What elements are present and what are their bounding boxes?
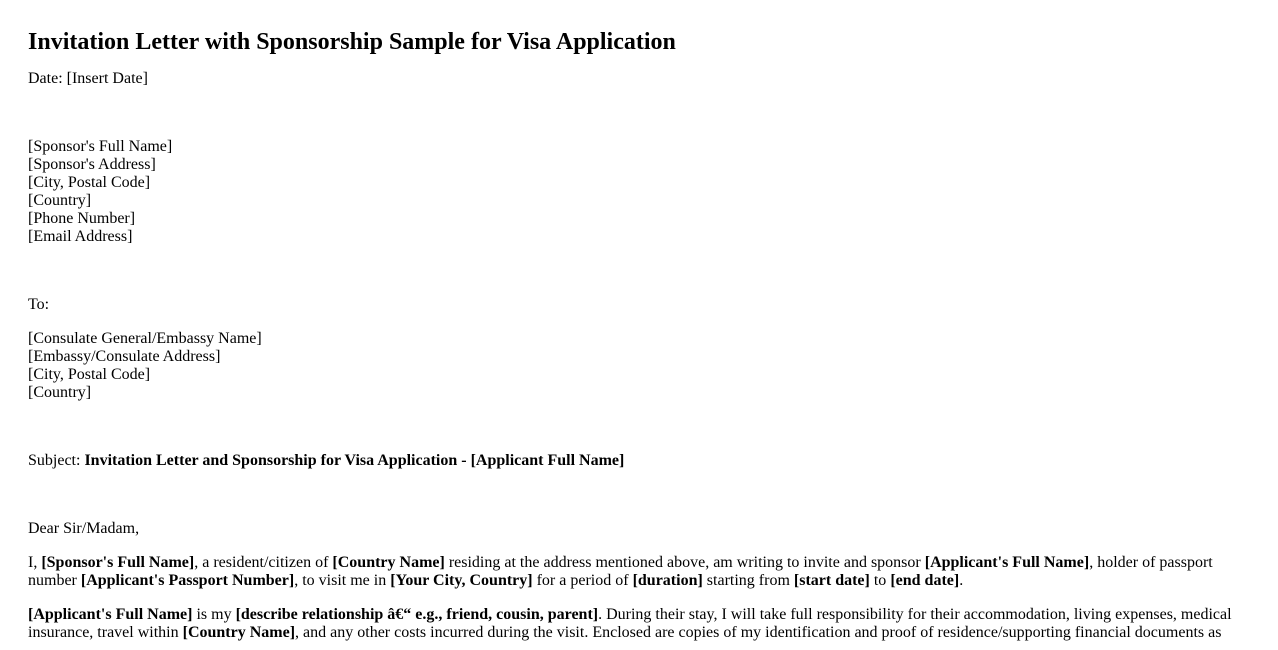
recipient-country: [Country] xyxy=(28,384,92,401)
to-label: To: xyxy=(28,296,50,313)
sender-address-block xyxy=(28,138,1250,246)
sender-phone: [Phone Number] xyxy=(28,210,136,227)
sender-address: [Sponsor's Address] xyxy=(28,156,156,173)
subject-label: Subject: xyxy=(28,452,85,469)
text-run: to xyxy=(869,572,891,589)
placeholder-sponsor-name: [Sponsor's Full Name] xyxy=(41,554,195,571)
sender-email: [Email Address] xyxy=(28,228,133,245)
placeholder-country-name: [Country Name] xyxy=(332,554,445,571)
recipient-embassy-name: [Consulate General/Embassy Name] xyxy=(28,330,262,347)
text-run: starting from xyxy=(702,572,794,589)
page-title: Invitation Letter with Sponsorship Sample for Visa Application xyxy=(28,29,676,55)
placeholder-applicant-name: [Applicant's Full Name] xyxy=(924,554,1090,571)
recipient-embassy-address: [Embassy/Consulate Address] xyxy=(28,348,221,365)
subject-line xyxy=(28,452,1250,470)
subject-text: Invitation Letter and Sponsorship for Visa Application - [Applicant Full Name] xyxy=(84,452,625,469)
recipient-city-postal: [City, Postal Code] xyxy=(28,366,151,383)
sender-country: [Country] xyxy=(28,192,92,209)
text-run: , a resident/citizen of xyxy=(194,554,333,571)
date-line: Date: [Insert Date] xyxy=(28,70,148,87)
body-paragraph-1 xyxy=(28,554,1250,590)
text-run: for a period of xyxy=(532,572,633,589)
placeholder-applicant-name: [Applicant's Full Name] xyxy=(28,606,193,623)
placeholder-passport-number: [Applicant's Passport Number] xyxy=(80,572,295,589)
text-run: residing at the address mentioned above, am writing to invite and sponsor xyxy=(444,554,925,571)
text-run: is my xyxy=(192,606,236,623)
placeholder-country-name: [Country Name] xyxy=(182,624,296,641)
text-run: , and any other costs incurred during the visit. Enclosed are copies of my identification and proof of residence/supporting financial documents as xyxy=(295,624,1222,641)
text-run: , to visit me in xyxy=(294,572,391,589)
text-run: . xyxy=(959,572,964,589)
salutation: Dear Sir/Madam, xyxy=(28,520,140,537)
sender-city-postal: [City, Postal Code] xyxy=(28,174,151,191)
placeholder-end-date: [end date] xyxy=(890,572,960,589)
placeholder-duration: [duration] xyxy=(632,572,703,589)
sender-name: [Sponsor's Full Name] xyxy=(28,138,173,155)
placeholder-start-date: [start date] xyxy=(793,572,870,589)
placeholder-relationship: [describe relationship â€“ e.g., friend, cousin, parent] xyxy=(235,606,599,623)
body-paragraph-2 xyxy=(28,606,1250,642)
text-run: I, xyxy=(28,554,42,571)
recipient-address-block xyxy=(28,330,1250,402)
text-run: . During their stay, I will take full responsibility for their accommodation, living expenses, medical insurance, travel within xyxy=(28,606,1232,641)
placeholder-city-country: [Your City, Country] xyxy=(390,572,533,589)
text-run: , holder of passport number xyxy=(28,554,1213,589)
